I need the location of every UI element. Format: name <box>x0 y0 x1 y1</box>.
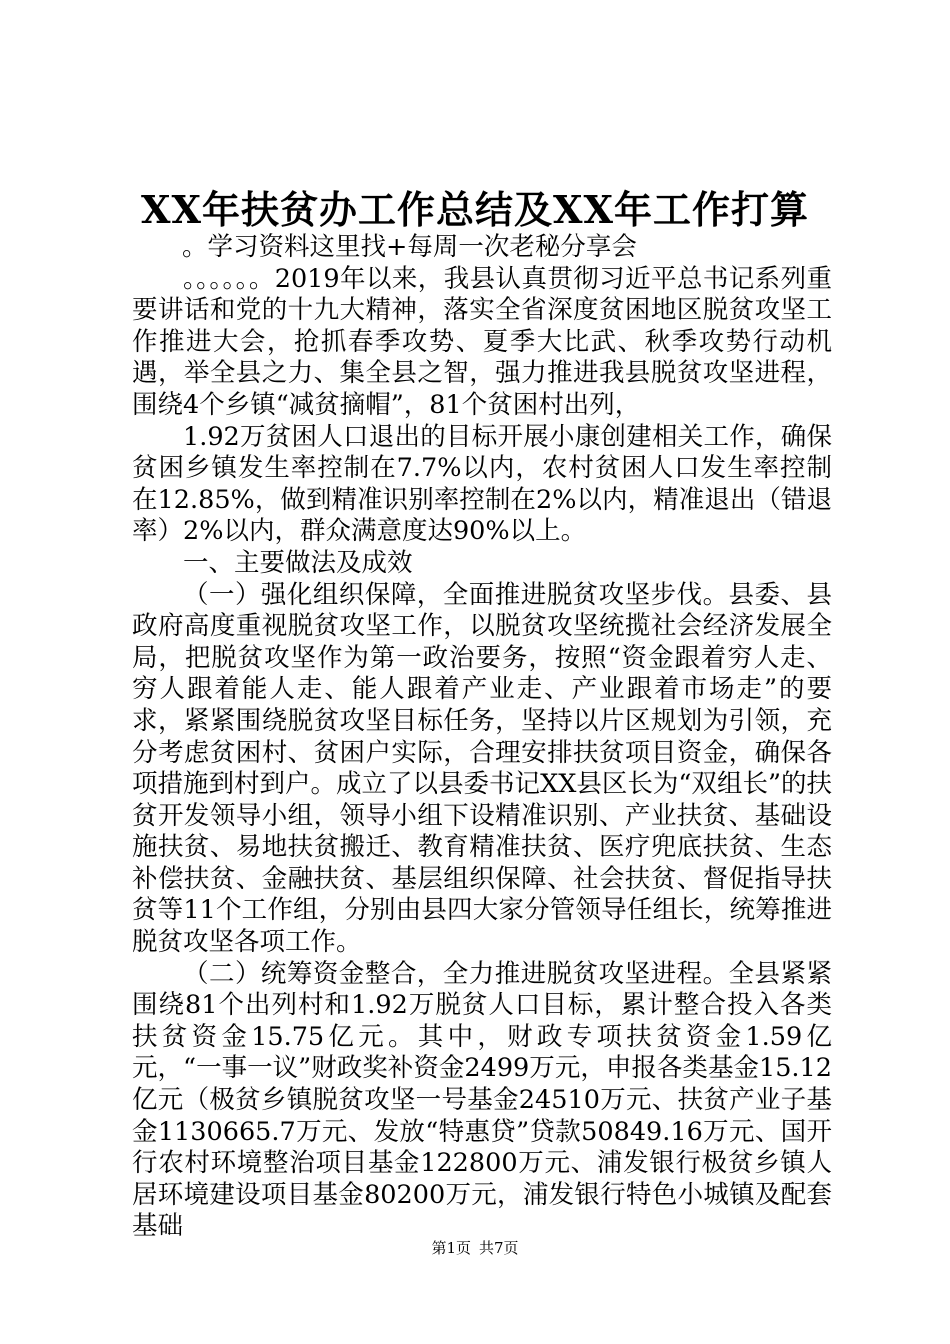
page-total: 共7页 <box>479 1239 519 1257</box>
page-footer <box>0 1238 950 1258</box>
section-heading: 一、主要做法及成效 <box>183 547 413 578</box>
subheading: 。学习资料这里找+每周一次老秘分享会 <box>182 232 637 262</box>
paragraph-organization: （一）强化组织保障，全面推进脱贫攻坚步伐。县委、县政府高度重视脱贫攻坚工作，以脱贫攻坚统揽社会经济发展全局，把脱贫攻坚作为第一政治要务，按照“资金跟着穷人走、穷人跟着能人走、能人跟着产业走、产业跟着市场走”的要求，紧紧围绕脱贫攻坚目标任务，坚持以片区规划为引领，充分考虑贫困村、贫困户实际，合理安排扶贫项目资金，确保各项措施到村到户。成立了以县委书记XX县区长为“双组长”的扶贫开发领导小组，领导小组下设精准识别、产业扶贫、基础设施扶贫、易地扶贫搬迁、教育精准扶贫、医疗兜底扶贫、生态补偿扶贫、金融扶贫、基层组织保障、社会扶贫、督促指导扶贫等11个工作组，分别由县四大家分管领导任组长，统筹推进脱贫攻坚各项工作。 <box>132 579 832 958</box>
paragraph-targets: 1.92万贫困人口退出的目标开展小康创建相关工作，确保贫困乡镇发生率控制在7.7%以内，农村贫困人口发生率控制在12.85%，做到精准识别率控制在2%以内，精准退出（错退率）2%以内，群众满意度达90%以上。 <box>132 421 832 547</box>
paragraph-intro: 。。。。。。2019年以来，我县认真贯彻习近平总书记系列重要讲话和党的十九大精神，落实全省深度贫困地区脱贫攻坚工作推进大会，抢抓春季攻势、夏季大比武、秋季攻势行动机遇，举全县之力、集全县之智，强力推进我县脱贫攻坚进程，围绕4个乡镇“减贫摘帽”，81个贫困村出列， <box>132 263 832 420</box>
document-title: XX年扶贫办工作总结及XX年工作打算 <box>141 187 809 232</box>
page-number: 第1页 <box>431 1239 471 1257</box>
paragraph-funding: （二）统筹资金整合，全力推进脱贫攻坚进程。全县紧紧围绕81个出列村和1.92万脱贫人口目标，累计整合投入各类扶贫资金15.75亿元。其中，财政专项扶贫资金1.59亿元，“一事一议”财政奖补资金2499万元，申报各类基金15.12亿元（极贫乡镇脱贫攻坚一号基金24510万元、扶贫产业子基金1130665.7万元、发放“特惠贷”贷款50849.16万元、国开行农村环境整治项目基金122800万元、浦发银行极贫乡镇人居环境建设项目基金80200万元，浦发银行特色小城镇及配套基础 <box>132 958 832 1242</box>
document-body <box>132 232 832 1243</box>
